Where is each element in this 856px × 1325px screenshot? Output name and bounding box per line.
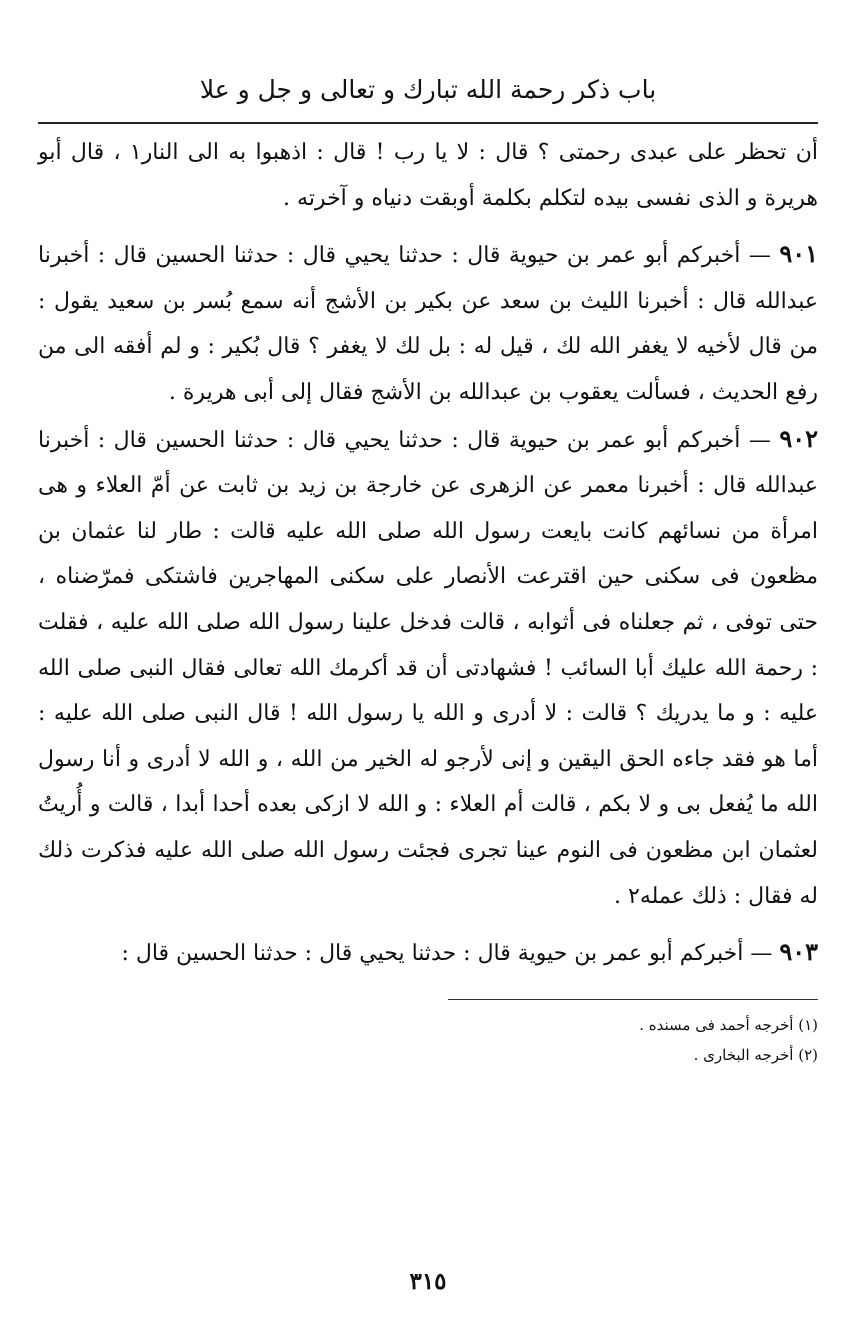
footnote-2: (٢) أخرجه البخارى . bbox=[693, 1045, 818, 1064]
hadith-901 bbox=[38, 231, 818, 415]
page-number: ٣١٥ bbox=[409, 1268, 447, 1295]
hadith-number: ٩٠١ bbox=[779, 239, 819, 269]
dash: — bbox=[748, 427, 771, 453]
hadith-text: أخبركم أبو عمر بن حيوية قال : حدثنا يحيي قال : حدثنا الحسين قال : أخبرنا عبدالله قال : أخبرنا الليث بن سعد عن بكير بن الأشج أنه سمع بُسر بن سعيد يقول : من قال لأخيه لا يغفر الله لك ، قيل له : بل لك لا يغفر ؟ قال بُكير : و لم أفقه الى من رفع الحديث ، فسألت يعقوب بن عبدالله بن الأشج فقال إلى أبى هريرة . bbox=[38, 243, 818, 405]
running-head: باب ذكر رحمة الله تبارك و تعالى و جل و علا bbox=[199, 75, 657, 104]
hadith-902 bbox=[38, 416, 818, 920]
hadith-number: ٩٠٢ bbox=[779, 423, 819, 453]
dash: — bbox=[748, 243, 771, 269]
header-rule bbox=[38, 122, 818, 124]
hadith-number: ٩٠٣ bbox=[779, 937, 818, 967]
hadith-text: أخبركم أبو عمر بن حيوية قال : حدثنا يحيي قال : حدثنا الحسين قال : bbox=[121, 941, 744, 967]
hadith-text: أخبركم أبو عمر بن حيوية قال : حدثنا يحيي قال : حدثنا الحسين قال : أخبرنا عبدالله قال : أخبرنا معمر عن الزهرى عن خارجة بن زيد بن ثابت عن أمّ العلاء و هى امرأة من نسائهم كانت بايعت رسول الله صلى الله عليه قالت : طار لنا عثمان بن مظعون فى سكنى حين اقترعت الأنصار على سكنى المهاجرين فاشتكى فمرّضناه ، حتى توفى ، ثم جعلناه فى أثوابه ، قالت فدخل علينا رسول الله صلى الله عليه ، فقلت : رحمة الله عليك أبا السائب ! فشهادتى أن قد أكرمك الله تعالى فقال النبى صلى الله عليه : و ما يدريك ؟ قالت : لا أدرى و الله يا رسول الله ! قال النبى صلى الله عليه : أما هو فقد جاءه الحق اليقين و إنى لأرجو له الخير من الله ، و الله لا أدرى و أنا رسول الله ما يُفعل بى و لا بكم ، قالت أم العلاء : و الله لا ازكى بعده أحدا أبدا ، قالت و أُريتُ لعثمان ابن مظعون فى النوم عينا تجرى فجئت رسول الله صلى الله عليه فذكرت ذلك له فقال : ذلك عمله٢ . bbox=[38, 427, 818, 909]
footnote-rule bbox=[448, 999, 818, 1000]
dash: — bbox=[750, 941, 773, 967]
page bbox=[38, 70, 818, 1070]
intro-paragraph: أن تحظر على عبدى رحمتى ؟ قال : لا يا رب ! قال : اذهبوا به الى النار١ ، قال أبو هريرة و الذى نفسى بيده لتكلم بكلمة أوبقت دنياه و آخرته . bbox=[38, 140, 818, 211]
hadith-903 bbox=[38, 929, 818, 977]
footnote-1: (١) أخرجه أحمد فى مسنده . bbox=[639, 1015, 818, 1034]
